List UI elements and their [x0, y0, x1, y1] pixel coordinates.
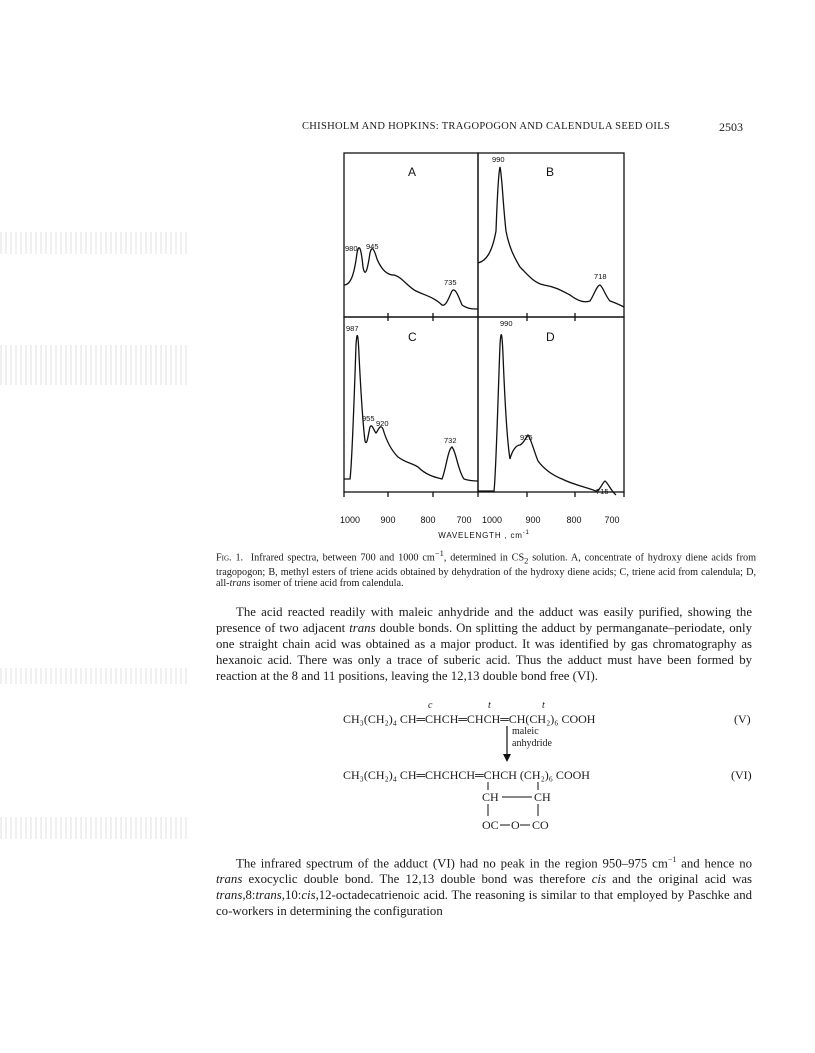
running-header: CHISHOLM AND HOPKINS: TRAGOPOGON AND CALENDULA SEED OILS — [302, 121, 671, 132]
reaction-arrow — [502, 726, 512, 764]
ir-spectra-figure — [330, 145, 640, 545]
reaction-scheme — [0, 700, 815, 830]
peak-label: 732 — [444, 436, 457, 445]
trans-marker: t — [488, 700, 491, 711]
peak-label: 945 — [366, 242, 379, 251]
spectrum-a — [344, 248, 478, 309]
ring-ch-right: CH — [534, 790, 551, 804]
peak-label: 715 — [596, 487, 609, 496]
peak-label: 735 — [444, 278, 457, 287]
ring-co: CO — [532, 818, 549, 832]
x-tick-label: 1000 — [481, 515, 503, 525]
x-tick-label: 700 — [604, 515, 620, 525]
x-tick-label: 800 — [420, 515, 436, 525]
page-number: 2503 — [719, 120, 743, 134]
x-axis-label: WAVELENGTH , $cm^{-1}$ — [438, 530, 530, 540]
body-paragraph-1: The acid reacted readily with maleic anhydride and the adduct was easily purified, showing the presence of two adjacent trans double bonds. On splitting the adduct by permanganate–periodate, only one straight chain acid was obtained as a major product. It was identified by gas chromatography as hexanoic acid. There was only a trace of suberic acid. Thus the adduct must have been formed by reaction at the 8 and 11 positions, leaving the 12,13 double bond free (VI). — [216, 605, 752, 683]
panel-label-a: A — [408, 165, 417, 179]
peak-label: 955 — [362, 414, 375, 423]
cis-marker: c — [428, 700, 433, 711]
peak-label: 990 — [492, 155, 505, 164]
x-tick-label: 1000 — [339, 515, 361, 525]
peak-label: 980 — [345, 244, 358, 253]
x-tick-label: 900 — [525, 515, 541, 525]
peak-label: 920 — [376, 419, 389, 428]
peak-label: 987 — [346, 324, 359, 333]
spectrum-c — [344, 336, 478, 481]
ring-ch-left: CH — [482, 790, 499, 804]
panel-label-c: C — [408, 330, 417, 344]
ring-o: O — [511, 818, 520, 832]
scan-artifact — [0, 345, 190, 385]
peak-label: 925 — [520, 433, 533, 442]
reagent-label: maleic — [512, 726, 539, 737]
equation-number-v: (V) — [734, 712, 751, 726]
formula-v: CH₃(CH₂)₄ CH═CHCH═CHCH═CH(CH₂)₆ COOH — [343, 712, 596, 726]
spectrum-d — [478, 335, 616, 495]
peak-label: 990 — [500, 319, 513, 328]
equation-number-vi: (VI) — [731, 768, 752, 782]
body-paragraph-2: The infrared spectrum of the adduct (VI) had no peak in the region 950–975 $cm^{-1}$ and hence no trans exocyclic double bond. The 12,13 double bond was therefore cis and the original acid was trans,8:trans,10:cis,12-octadecatrienoic acid. The reasoning is similar to that employed by Paschke and co-workers in determining the configuration — [216, 855, 752, 919]
trans-marker: t — [542, 700, 545, 711]
peak-label: 718 — [594, 272, 607, 281]
figure-caption: Fig. 1. Infrared spectra, between 700 and 1000 $cm^{-1}$, determined in $CS_2$ solution. A, concentrate of hydroxy diene acids from tragopogon; B, methyl esters of triene acids obtained by dehydration of the hydroxy diene acids; C, triene acid from calendula; D, all-trans isomer of triene acid from calendula. — [216, 548, 756, 589]
spectrum-b — [478, 167, 624, 307]
panel-label-b: B — [546, 165, 555, 179]
panel-label-d: D — [546, 330, 555, 344]
scan-artifact — [0, 232, 190, 254]
x-tick-label: 800 — [566, 515, 582, 525]
caption-label: Fig. 1. — [216, 552, 244, 564]
reagent-label: anhydride — [512, 738, 552, 749]
ring-oc: OC — [482, 818, 499, 832]
x-tick-label: 700 — [456, 515, 472, 525]
scan-artifact — [0, 668, 190, 684]
x-tick-label: 900 — [380, 515, 396, 525]
formula-vi: CH₃(CH₂)₄ CH═CHCHCH═CHCH (CH₂)₆ COOH — [343, 768, 590, 782]
